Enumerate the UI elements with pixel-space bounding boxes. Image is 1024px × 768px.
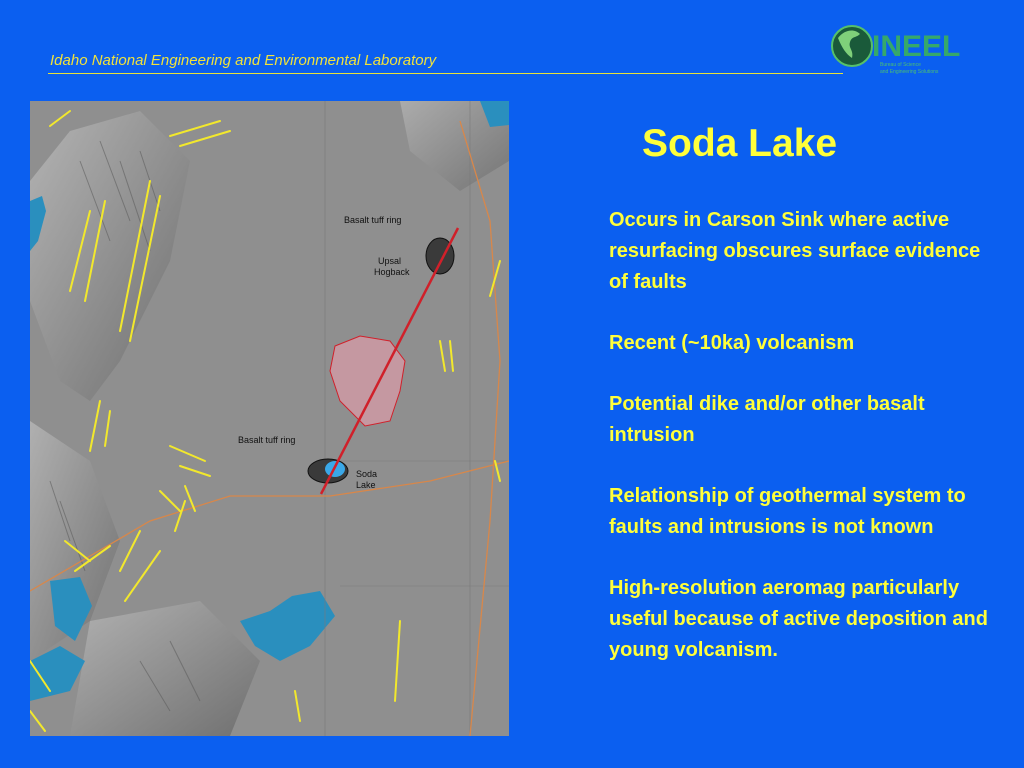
bullet-item: Potential dike and/or other basalt intrusion bbox=[609, 393, 925, 446]
globe-icon bbox=[832, 26, 872, 66]
bullet-item: High-resolution aeromag particularly useful because of active deposition and young volcanism. bbox=[609, 577, 988, 661]
label-lake: Lake bbox=[356, 480, 376, 490]
bullet-item: Recent (~10ka) volcanism bbox=[609, 332, 855, 354]
header-divider bbox=[48, 73, 843, 74]
logo-wordmark: INEEL bbox=[872, 30, 961, 63]
label-upsal: Upsal bbox=[378, 256, 402, 266]
ineel-logo bbox=[826, 20, 976, 80]
label-basalt-tuff-ring-lower: Basalt tuff ring bbox=[238, 435, 296, 445]
label-hogback: Hogback bbox=[374, 267, 410, 277]
label-soda: Soda bbox=[356, 469, 378, 479]
logo-subtext-1: Bureau of Science bbox=[880, 62, 921, 68]
organization-header: Idaho National Engineering and Environmental Laboratory bbox=[50, 52, 437, 69]
bullet-item: Relationship of geothermal system to faults and intrusions is not known bbox=[609, 485, 966, 538]
slide-title: Soda Lake bbox=[642, 122, 838, 165]
hillshade-map bbox=[30, 101, 509, 736]
bullet-item: Occurs in Carson Sink where active resurfacing obscures surface evidence of faults bbox=[609, 209, 981, 293]
label-basalt-tuff-ring-upper: Basalt tuff ring bbox=[344, 215, 402, 225]
bullet-list bbox=[609, 205, 1004, 696]
logo-subtext-2: and Engineering Solutions bbox=[880, 69, 939, 75]
